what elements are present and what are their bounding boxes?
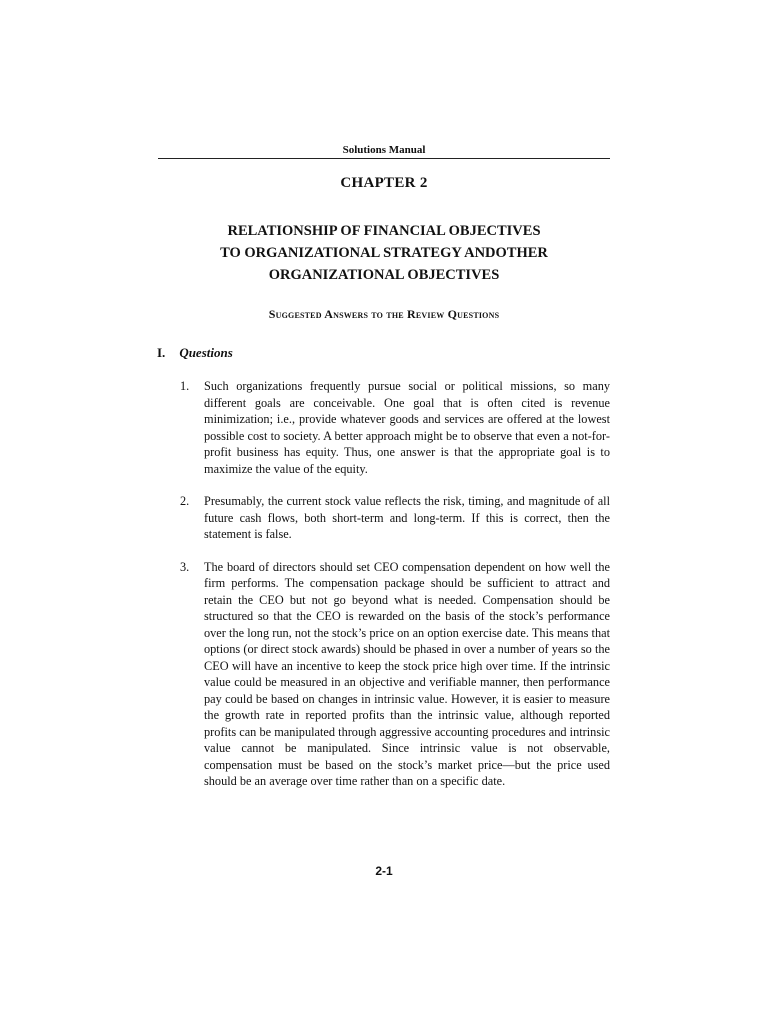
list-item (180, 493, 610, 543)
item-text: Such organizations frequently pursue social or political missions, so many different goals are conceivable. One goal that is often cited is revenue minimization; i.e., provide whatever goods and services are offered at the lowest possible cost to society. A better approach might be to observe that even a not-for-profit business has equity. Thus, one answer is that the appropriate goal is to maximize the value of the equity. (204, 379, 610, 476)
running-header: Solutions Manual (158, 144, 610, 159)
item-text: The board of directors should set CEO compensation dependent on how well the firm performs. The compensation package should be sufficient to attract and retain the CEO but not go beyond what is needed. Compensation should be structured so that the CEO is rewarded on the basis of the stock’s performance over the long run, not the stock’s price on an option exercise date. This means that options (or direct stock awards) should be phased in over a number of years so the CEO will have an incentive to keep the stock price high over time. If the intrinsic value could be measured in an objective and verifiable manner, then performance pay could be based on changes in intrinsic value. However, it is easier to measure the growth rate in reported profits than the intrinsic value, although reported profits can be manipulated through aggressive accounting procedures and intrinsic value cannot be manipulated. Since intrinsic value is not observable, compensation must be based on the stock’s market price—but the price used should be an average over time rather than on a specific date. (204, 559, 610, 788)
section-subheading: Suggested Answers to the Review Questions (268, 307, 500, 321)
chapter-title-line: ORGANIZATIONAL OBJECTIVES (268, 267, 500, 283)
item-text: Presumably, the current stock value reflects the risk, timing, and magnitude of all future cash flows, both short-term and long-term. If this is correct, then the statement is false. (204, 494, 610, 541)
chapter-title-line: TO ORGANIZATIONAL STRATEGY ANDOTHER (220, 245, 548, 261)
section-number: I. (157, 345, 166, 360)
section-heading (157, 345, 233, 361)
chapter-title-line: RELATIONSHIP OF FINANCIAL OBJECTIVES (227, 223, 541, 239)
section-title: Questions (179, 345, 233, 360)
item-number: 2. (180, 494, 190, 508)
item-number: 1. (180, 379, 190, 393)
question-list (180, 378, 610, 806)
chapter-title (158, 220, 610, 286)
list-item (180, 559, 610, 790)
item-number: 3. (180, 559, 190, 574)
list-item (180, 378, 610, 477)
chapter-heading: CHAPTER 2 (340, 175, 428, 191)
page-number: 2-1 (375, 864, 393, 878)
